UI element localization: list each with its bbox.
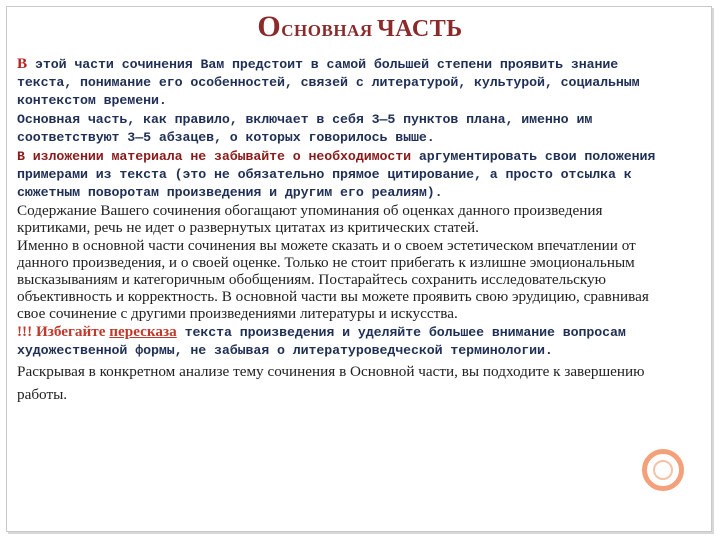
paragraph-2 xyxy=(17,110,679,146)
paragraph-6 xyxy=(17,323,679,359)
slide-title xyxy=(0,12,720,42)
title-word-1: сновная xyxy=(281,16,373,42)
p1-initial: В xyxy=(17,55,28,72)
p6-text: текста произведения и уделяйте большее внимание вопросам художественной формы, не забывая о литературоведческой терминологии. xyxy=(17,325,626,358)
orange-ring-icon xyxy=(642,449,684,491)
paragraph-4 xyxy=(17,202,679,236)
p2-text: Основная часть, как правило, включает в себя 3—5 пунктов плана, именно им соответствуют 3—5 абзацев, о которых говорилось выше. xyxy=(17,112,593,145)
title-word-2: ЧАСТЬ xyxy=(377,16,463,42)
paragraph-1 xyxy=(17,55,679,109)
paragraph-7 xyxy=(17,360,679,406)
p6-underlined-word: пересказа xyxy=(109,323,177,340)
p7-text: Раскрывая в конкретном анализе тему сочинения в Основной части, вы подходите к завершению работы. xyxy=(17,363,645,403)
paragraph-5 xyxy=(17,237,679,322)
slide-body xyxy=(17,55,679,407)
p1-text: этой части сочинения Вам предстоит в самой большей степени проявить знание текста, понимание его особенностей, связей с литературой, культурой, социальным контекстом времени. xyxy=(17,57,640,108)
p5-text: Именно в основной части сочинения вы можете сказать и о своем эстетическом впечатлении от данного произведения, и о своей оценке. Только не стоит прибегать к излишне эмоциональным высказываниям и категоричным обобщениям. Постарайтесь сохранить исследовательскую объективность и корректность. В основной части вы можете проявить свою эрудицию, сравнивая свое сочинение с другими произведениями литературы и искусства. xyxy=(17,237,649,322)
p3-text: аргументировать свои положения примерами из текста (это не обязательно прямое цитирование, а просто отсылка к сюжетным поворотам произведения и другим его реалиям). xyxy=(17,149,656,200)
p3-red-text: В изложении материала не забывайте о необходимости xyxy=(17,149,411,164)
p4-text: Содержание Вашего сочинения обогащают упоминания об оценках данного произведения критиками, речь не идет о развернутых цитатах из критических статей. xyxy=(17,202,603,236)
p6-warning: !!! Избегайте xyxy=(17,323,110,340)
title-initial: О xyxy=(257,10,282,43)
paragraph-3 xyxy=(17,147,679,201)
